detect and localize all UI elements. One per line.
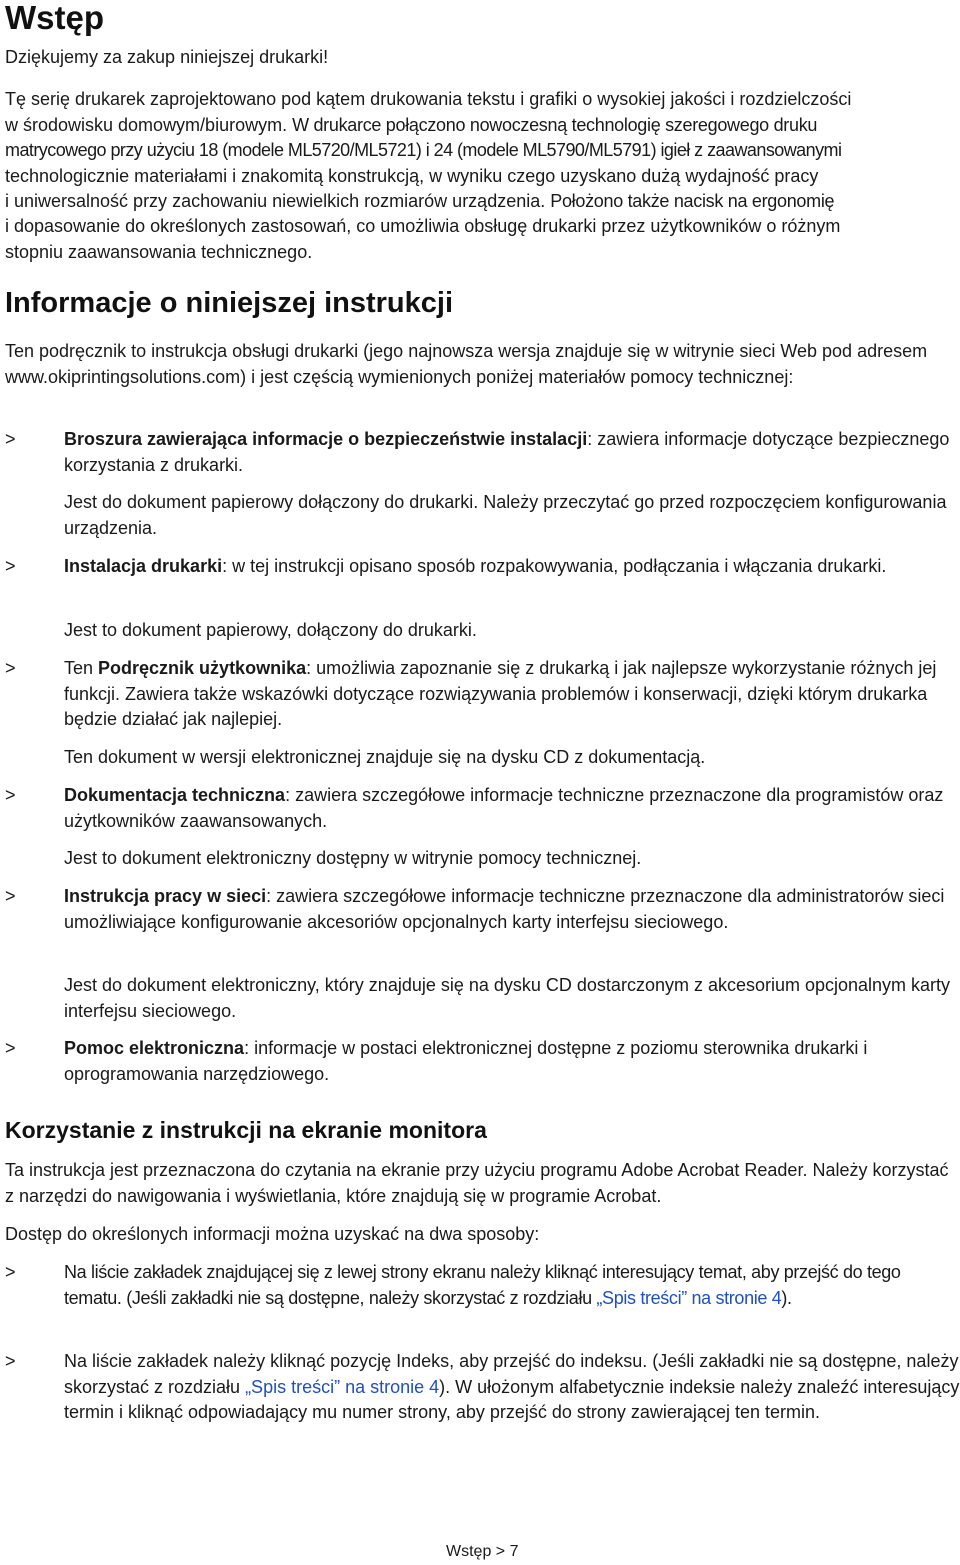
document-name: Instrukcja pracy w sieci xyxy=(64,886,267,906)
document-name: Pomoc elektroniczna xyxy=(64,1038,245,1058)
document-name: Instalacja drukarki xyxy=(64,556,223,576)
list-item-description: : zawiera szczegółowe informacje techniczne przeznaczone dla programistów oraz użytkowników zaawansowanych. xyxy=(64,785,944,831)
intro-line: stopniu zaawansowania technicznego. xyxy=(5,242,313,262)
list-item-text xyxy=(64,884,960,935)
intro-line xyxy=(5,189,957,215)
bullet-mark: > xyxy=(5,429,16,449)
intro-line-part: i uniwersalność przy zachowaniu niewielkich rozmiarów urządzenia. xyxy=(5,191,551,211)
list-item-prefix: Ten xyxy=(64,658,99,678)
intro-line xyxy=(5,113,957,139)
document-name: Podręcznik użytkownika xyxy=(98,658,307,678)
document-name: Broszura zawierająca informacje o bezpieczeństwie instalacji xyxy=(64,429,588,449)
bullet-mark: > xyxy=(5,556,16,576)
list-item-description: ). xyxy=(781,1287,792,1308)
list-item-text xyxy=(64,656,960,733)
list-item-text xyxy=(64,1036,960,1087)
list-item-text xyxy=(64,783,960,834)
list-item-description: Na liście zakładek znajdującej się z lewej strony ekranu należy kliknąć interesujący temat, aby przejść do tego tematu. (Jeśli zakładki nie są dostępne, należy skorzystać z rozdziału xyxy=(64,1262,901,1308)
bullet-mark: > xyxy=(5,658,16,678)
list-item-note: Jest do dokument papierowy dołączony do drukarki. Należy przeczytać go przed rozpoczęciem konfigurowania urządzenia. xyxy=(64,492,947,538)
bullet-mark: > xyxy=(5,886,16,906)
intro-line-part: w środowisku domowym/biurowym. xyxy=(5,115,293,135)
list-item-note: Ten dokument w wersji elektronicznej znajduje się na dysku CD z dokumentacją. xyxy=(64,747,706,767)
list-item-description: : zawiera szczegółowe informacje techniczne przeznaczone dla administratorów sieci umożliwiające konfigurowanie akcesoriów opcjonalnych karty interfejsu sieciowego. xyxy=(64,886,945,932)
list-item-text xyxy=(64,1349,960,1426)
thanks-paragraph: Dziękujemy za zakup niniejszej drukarki! xyxy=(5,47,329,67)
toc-link[interactable]: „Spis treści” na stronie 4 xyxy=(245,1376,440,1397)
list-item-description: : umożliwia zapoznanie się z drukarką i jak najlepsze wykorzystanie różnych jej funkcji. Zawiera także wskazówki dotyczące rozwiązywania problemów i konserwacji, dzięki którym drukarka będzie działać jak najlepiej. xyxy=(64,658,937,730)
list-item-text xyxy=(64,1260,960,1311)
section-heading-about: Informacje o niniejszej instrukcji xyxy=(5,287,454,319)
bullet-mark: > xyxy=(5,1351,16,1371)
section-heading-screen: Korzystanie z instrukcji na ekranie monitora xyxy=(5,1117,487,1143)
bullet-mark: > xyxy=(5,1038,16,1058)
intro-line: Tę serię drukarek zaprojektowano pod kątem drukowania tekstu i grafiki o wysokiej jakości i rozdzielczości xyxy=(5,89,852,109)
list-item-description: : informacje w postaci elektronicznej dostępne z poziomu sterownika drukarki i oprogramowania narzędziowego. xyxy=(64,1038,868,1084)
intro-line: technologicznie materiałami i znakomitą konstrukcją, w wyniku czego uzyskano dużą wydajność pracy xyxy=(5,166,819,186)
toc-link[interactable]: „Spis treści” na stronie 4 xyxy=(596,1287,782,1308)
screen-paragraph: Ta instrukcja jest przeznaczona do czytania na ekranie przy użyciu programu Adobe Acrobat Reader. Należy korzystać z narzędzi do nawigowania i wyświetlania, które znajdują się w programie Acrobat. xyxy=(5,1160,949,1206)
list-item-text xyxy=(64,554,960,580)
intro-line-part: W drukarce połączono nowoczesną technologię szeregowego druku xyxy=(292,115,818,135)
list-item-note: Jest to dokument elektroniczny dostępny w witrynie pomocy technicznej. xyxy=(64,848,642,868)
list-item-note: Jest to dokument papierowy, dołączony do drukarki. xyxy=(64,620,477,640)
page-title: Wstęp xyxy=(5,0,104,36)
intro-line-part: Położono także nacisk na ergonomię xyxy=(550,191,835,211)
list-item-text xyxy=(64,427,960,478)
about-paragraph: Ten podręcznik to instrukcja obsługi drukarki (jego najnowsza wersja znajduje się w witrynie sieci Web pod adresem www.okiprintingsolutions.com) i jest częścią wymienionych poniżej materiałów pomocy technicznej: xyxy=(5,341,928,387)
list-item-description: Na liście zakładek należy kliknąć pozycję Indeks, aby przejść do indeksu. (Jeśli zakładki nie są dostępne, należy skorzystać z rozdziału xyxy=(64,1351,959,1397)
intro-line: i dopasowanie do określonych zastosowań, co umożliwia obsługę drukarki przez użytkowników o różnym xyxy=(5,216,841,236)
list-item-description: ). W ułożonym alfabetycznie indeksie należy znaleźć interesujący termin i kliknąć odpowiadający mu numer strony, aby przejść do strony zawierającej ten termin. xyxy=(64,1376,960,1423)
bullet-mark: > xyxy=(5,785,16,805)
list-item-description: : zawiera informacje dotyczące bezpiecznego korzystania z drukarki. xyxy=(64,429,950,475)
bullet-mark: > xyxy=(5,1262,16,1282)
list-item-description: : w tej instrukcji opisano sposób rozpakowywania, podłączania i włączania drukarki. xyxy=(222,556,887,576)
document-name: Dokumentacja techniczna xyxy=(64,785,286,805)
ways-intro-paragraph: Dostęp do określonych informacji można uzyskać na dwa sposoby: xyxy=(5,1224,540,1244)
intro-line: matrycowego przy użyciu 18 (modele ML5720/ML5721) i 24 (modele ML5790/ML5791) igieł z zaawansowanymi xyxy=(5,140,842,160)
page-footer: Wstęp > 7 xyxy=(446,1543,519,1560)
list-item-note: Jest do dokument elektroniczny, który znajduje się na dysku CD dostarczonym z akcesorium opcjonalnym karty interfejsu sieciowego. xyxy=(64,975,951,1021)
